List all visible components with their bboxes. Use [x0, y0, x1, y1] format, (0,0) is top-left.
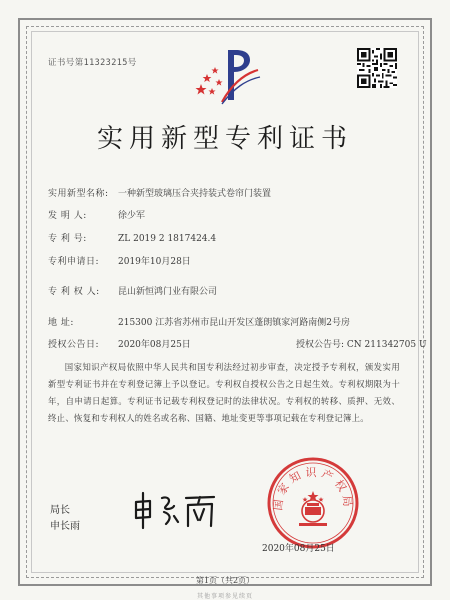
- field-label: 实用新型名称:: [48, 189, 109, 199]
- certificate-body: [48, 359, 400, 427]
- field-label: 授权公告日:: [48, 340, 100, 350]
- field-value: 昆山新恒鸿门业有限公司: [118, 287, 218, 297]
- field-application-date: [48, 254, 191, 267]
- field-value: CN 211342705 U: [346, 340, 427, 350]
- field-value: 一种新型玻璃压合夹持装式卷帘门装置: [118, 189, 272, 199]
- field-patentee: [48, 284, 217, 297]
- director-name: 申长雨: [50, 521, 80, 532]
- cnipa-emblem-icon: [192, 44, 262, 106]
- field-label: 发 明 人:: [48, 211, 87, 221]
- field-patent-number: [48, 231, 216, 244]
- field-grant-number: [296, 337, 427, 350]
- certificate-number: 证书号第11323215号: [48, 58, 137, 68]
- body-paragraph: 国家知识产权局依照中华人民共和国专利法经过初步审查，决定授予专利权，颁发实用新型专利证书并在专利登记簿上予以登记。专利权自授权公告之日起生效。专利权期限为十年，自申请日起算。专利证书记载专利权登记时的法律状况。专利权的转移、质押、无效、终止、恢复和专利权人的姓名或名称、国籍、地址变更等事项记载在专利登记簿上。: [48, 362, 400, 423]
- field-value: ZL 2019 2 1817424.4: [118, 234, 217, 244]
- certificate-title: 实用新型专利证书: [96, 124, 353, 154]
- official-seal: [265, 455, 361, 551]
- field-label: 授权公告号:: [296, 340, 345, 350]
- field-value: 215300 江苏省苏州市昆山开发区蓬朗镇家河路南侧2号房: [118, 318, 350, 328]
- field-value: 2020年08月25日: [118, 340, 191, 350]
- field-value: 2019年10月28日: [118, 257, 191, 267]
- field-label: 专利申请日:: [48, 257, 100, 267]
- field-label: 专 利 号:: [48, 234, 87, 244]
- field-value: 徐少军: [118, 211, 146, 221]
- director-signature: [128, 488, 228, 532]
- footer-note: 其他事项参见续页: [196, 593, 253, 600]
- qr-code-icon: [357, 48, 397, 88]
- field-label: 专 利 权 人:: [48, 287, 100, 297]
- director-title: 局长: [50, 505, 70, 516]
- seal-text: 国家知识产权局: [271, 466, 355, 512]
- field-utility-model-name: [48, 186, 271, 199]
- field-grant-date: [48, 337, 427, 350]
- seal-date: 2020年08月25日: [262, 544, 335, 554]
- page-number: 第1页（共2页）: [195, 576, 255, 585]
- field-inventor: [48, 208, 145, 221]
- field-address: [48, 315, 350, 328]
- field-label: 地 址:: [48, 318, 74, 328]
